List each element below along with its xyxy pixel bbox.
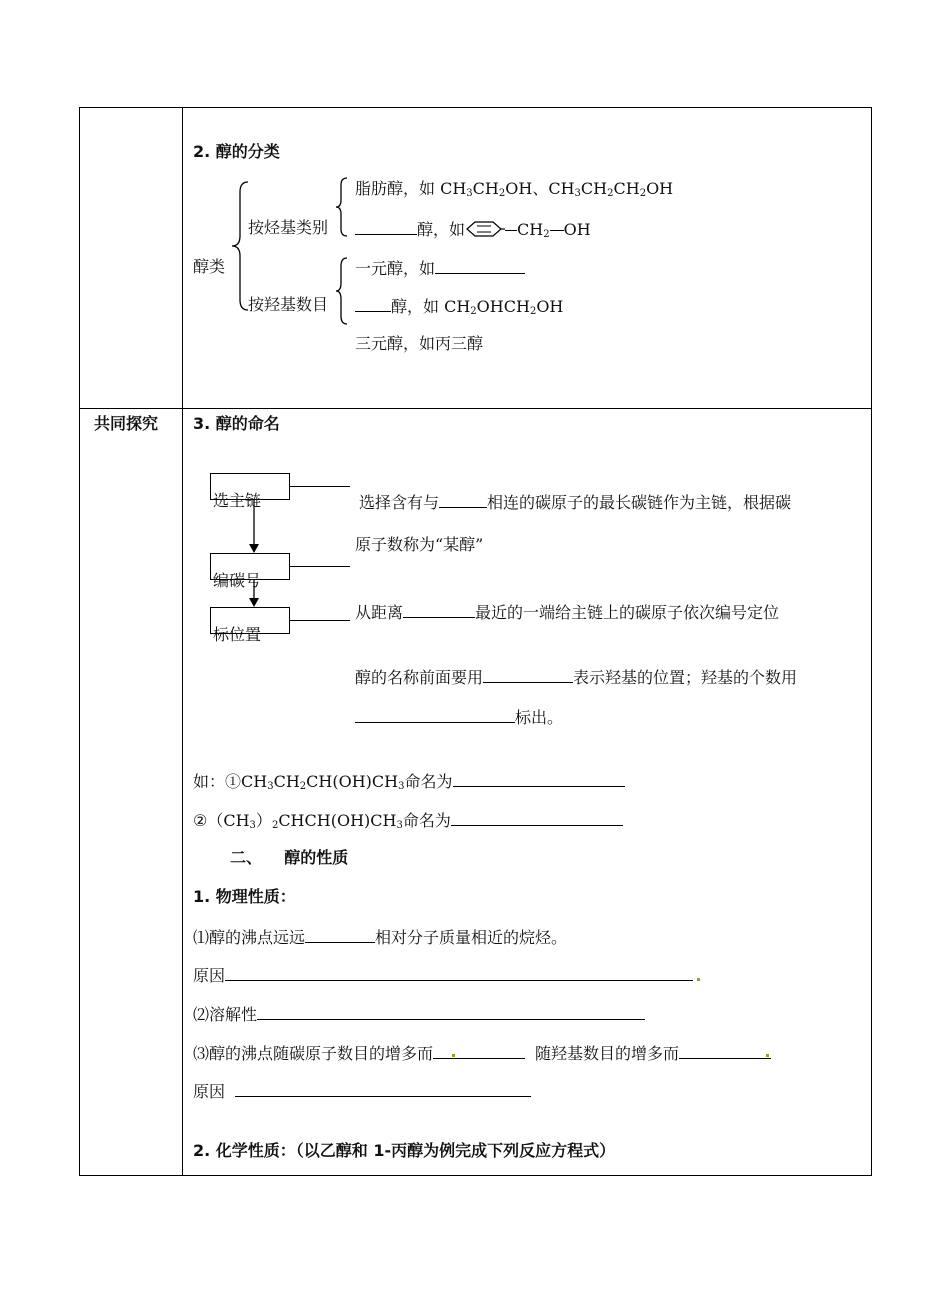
physical-properties-heading: 1. 物理性质：	[193, 887, 296, 906]
root-label: 醇类	[193, 257, 226, 276]
answer-blank[interactable]	[257, 1003, 645, 1020]
decorative-dot	[697, 978, 700, 981]
item-aromatic-alcohol: 醇，如 $CH_2$ OH	[355, 218, 591, 245]
step3-text: 醇的名称前面要用 表示羟基的位置；羟基的个数用	[355, 668, 798, 687]
bond-line	[505, 230, 517, 231]
connector-line	[290, 566, 350, 567]
decorative-dot	[766, 1054, 769, 1057]
answer-blank[interactable]	[439, 491, 487, 508]
example-1: 如：$①CH_3CH_2CH(OH)CH_3$命名为	[193, 770, 625, 797]
physical-item-2: ⑵溶解性	[193, 1003, 645, 1025]
step1-text: 选择含有与 相连的碳原子的最长碳链作为主链，根据碳	[359, 493, 792, 512]
naming-heading: 3. 醇的命名	[193, 414, 280, 433]
bond-line	[550, 230, 564, 231]
step-label-numbering: 编碳号	[213, 571, 262, 590]
answer-blank[interactable]	[355, 706, 515, 723]
item-fatty-alcohol: 脂肪醇，如 $CH_3CH_2OH$、$CH_3CH_2CH_2OH$	[355, 179, 674, 199]
item-monohydric: 一元醇，如	[355, 257, 525, 279]
classification-heading: 2. 醇的分类	[193, 142, 280, 161]
answer-blank[interactable]	[483, 666, 573, 683]
left-column-label: 共同探究	[94, 414, 159, 433]
step1-text-cont: 原子数称为“某醇”	[355, 535, 484, 554]
benzene-ring-icon	[465, 220, 505, 238]
answer-blank[interactable]	[235, 1080, 531, 1097]
answer-blank[interactable]	[435, 257, 525, 274]
item-trihydric: 三元醇，如丙三醇	[355, 334, 484, 353]
reason-line-1: 原因	[193, 964, 693, 986]
step-label-position: 标位置	[213, 625, 262, 644]
column-divider	[182, 107, 183, 1176]
example-2: $②(CH_3)_2CHCH(OH)CH_3$命名为	[193, 809, 623, 836]
hydrocarbon-brace	[334, 176, 350, 238]
answer-blank[interactable]	[355, 295, 391, 312]
branch-hydrocarbon: 按烃基类别	[248, 218, 329, 237]
outer-brace	[230, 180, 252, 312]
answer-blank[interactable]	[453, 770, 625, 787]
reason-line-2: 原因	[193, 1080, 531, 1102]
step-label-main-chain: 选主链	[213, 491, 262, 510]
step3-text-cont: 标出。	[355, 706, 563, 728]
flow-arrow-icon	[248, 500, 260, 554]
flow-arrow-icon	[248, 580, 260, 608]
answer-blank[interactable]	[305, 926, 375, 943]
section-two-heading: 二、 醇的性质	[230, 848, 349, 867]
branch-hydroxyl: 按羟基数目	[248, 295, 329, 314]
answer-blank[interactable]	[403, 601, 475, 618]
answer-blank[interactable]	[355, 218, 417, 235]
item-dihydric: 醇，如 $CH_2OHCH_2OH$	[355, 295, 563, 322]
physical-item-1: ⑴醇的沸点远远 相对分子质量相近的烷烃。	[193, 928, 568, 947]
decorative-dot	[452, 1054, 455, 1057]
chemical-properties-heading: 2. 化学性质：（以乙醇和 1-丙醇为例完成下列反应方程式）	[193, 1141, 616, 1160]
physical-item-3: ⑶醇的沸点随碳原子数目的增多而 随羟基数目的增多而	[193, 1042, 771, 1064]
step2-text: 从距离 最近的一端给主链上的碳原子依次编号定位	[355, 603, 780, 622]
answer-blank[interactable]	[451, 809, 623, 826]
connector-line	[290, 620, 350, 621]
answer-blank[interactable]	[225, 964, 693, 981]
answer-blank[interactable]	[679, 1042, 771, 1059]
hydroxyl-brace	[334, 256, 350, 326]
answer-blank[interactable]	[433, 1042, 525, 1059]
connector-line	[290, 486, 350, 487]
row-divider	[79, 408, 872, 409]
